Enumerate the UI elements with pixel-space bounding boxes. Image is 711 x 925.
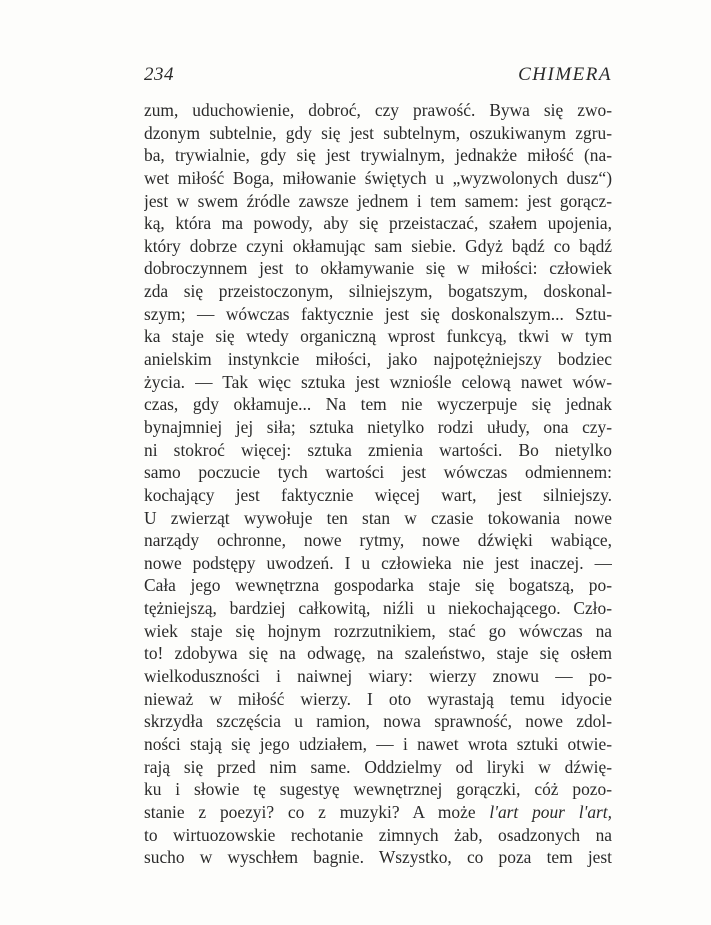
text-line: ką, która ma powody, aby się przeistaczać, szałem upojenia, — [144, 213, 612, 234]
text-line: nowe podstępy uwodzeń. I u człowieka nie jest inaczej. — — [144, 552, 612, 573]
text-line: skrzydła szczęścia u ramion, nowa sprawność, nowe zdol- — [144, 711, 612, 732]
text-segment: stanie z poezyi? co z muzyki? A może — [144, 801, 476, 822]
text-line: który dobrze czyni okłamując sam siebie. Gdyż bądź co bądź — [144, 235, 612, 256]
text-line: tężniejszą, bardziej całkowitą, niźli u niekochającego. Czło- — [144, 598, 612, 619]
text-line: sucho w wyschłem bagnie. Wszystko, co poza tem jest — [144, 847, 612, 868]
text-line: kochający jest faktycznie więcej wart, jest silniejszy. — [144, 484, 612, 505]
text-line: szym; — wówczas faktycznie jest się doskonalszym... Sztu- — [144, 303, 612, 324]
text-line: dzonym subtelnie, gdy się jest subtelnym, oszukiwanym zgru- — [144, 122, 612, 143]
text-line: anielskim instynkcie miłości, jako najpotężniejszy bodziec — [144, 349, 612, 370]
text-line: ności stają się jego udziałem, — i nawet wrota sztuki otwie- — [144, 733, 612, 754]
journal-title: CHIMERA — [518, 64, 612, 85]
text-line: nieważ w miłość wierzy. I oto wyrastają temu idyocie — [144, 688, 612, 709]
text-line: ku i słowie tę sugestyę wewnętrznej gorączki, cóż pozo- — [144, 779, 612, 800]
text-line: wielkoduszności i naiwnej wiary: wierzy znowu — po- — [144, 666, 612, 687]
text-line: ni stokroć więcej: sztuka zmienia wartości. Bo nietylko — [144, 439, 612, 460]
text-line: narządy ochronne, nowe rytmy, nowe dźwięki wabiące, — [144, 530, 612, 551]
text-line: życia. — Tak więc sztuka jest wzniośle celową nawet wów- — [144, 371, 612, 392]
text-line: jest w swem źródle zawsze jednem i tem samem: jest gorącz- — [144, 190, 612, 211]
text-line: dobroczynnem jest to okłamywanie się w miłości: człowiek — [144, 258, 612, 279]
page-number: 234 — [144, 64, 174, 85]
text-line: wet miłość Boga, miłowanie świętych u „wyzwolonych dusz“) — [144, 167, 612, 188]
text-line: zda się przeistoczonym, silniejszym, bogatszym, doskonal- — [144, 281, 612, 302]
text-line: ba, trywialnie, gdy się jest trywialnym, jednakże miłość (na- — [144, 145, 612, 166]
text-line: to wirtuozowskie rechotanie zimnych żab, osadzonych na — [144, 824, 612, 845]
body-text — [144, 99, 612, 869]
text-line: to! zdobywa się na odwagę, na szaleństwo, staje się osłem — [144, 643, 612, 664]
text-line: zum, uduchowienie, dobroć, czy prawość. Bywa się zwo- — [144, 100, 612, 120]
text-line: samo poczucie tych wartości jest wówczas odmiennem: — [144, 462, 612, 483]
text-line: rają się przed nim same. Oddzielmy od liryki w dźwię- — [144, 756, 612, 777]
text-line: Cała jego wewnętrzna gospodarka staje się bogatszą, po- — [144, 575, 612, 596]
italic-phrase: l'art pour l'art, — [489, 801, 612, 822]
text-line: bynajmniej jej siła; sztuka nietylko rodzi ułudy, ona czy- — [144, 416, 612, 437]
text-line: czas, gdy okłamuje... Na tem nie wyczerpuje się jednak — [144, 394, 612, 415]
running-head — [144, 64, 612, 88]
text-line: wiek staje się hojnym rozrzutnikiem, stać go wówczas na — [144, 620, 612, 641]
text-line: ka staje się wtedy organiczną wprost funkcyą, tkwi w tym — [144, 326, 612, 347]
text-line-mixed — [144, 801, 612, 824]
text-line: U zwierząt wywołuje ten stan w czasie tokowania nowe — [144, 507, 612, 528]
